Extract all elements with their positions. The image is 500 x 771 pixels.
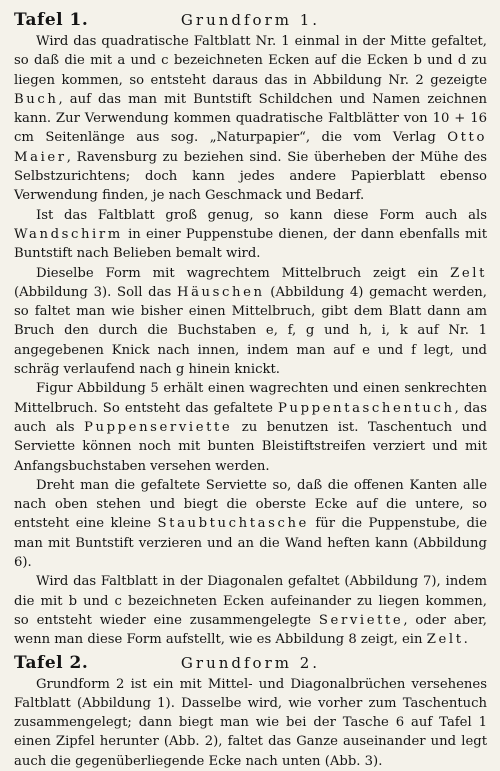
text-run: Grundform 2 ist ein mit Mittel- und Diagonalbrüchen versehenes Faltblatt (Abbildung 1). Dasselbe wird, wie vorher zum Taschentuch zusammengelegt; dann biegt man wie bei der Tasche 6 auf Tafel 1 einen Zipfel herunter (Abb. 2), faltet das Ganze auseinander und legt auch die gegenüberliegende Ecke nach unten (Abb. 3). [14,676,487,769]
paragraph [14,379,487,475]
text-run: Wird das Faltblatt in der Diagonalen gefaltet (Abbildung 7), indem die mit b und c bezeichneten Ecken aufeinander zu liegen kommen, so entsteht wieder eine zusammengelegte [14,574,487,628]
text-run: Dreht man die gefaltete Serviette so, daß die offenen Kanten alle nach oben stehen und biegt die oberste Ecke auf die untere, so entsteht eine kleine [14,477,487,532]
spaced-term: Zelt [426,632,464,648]
spaced-term: Otto Maier [14,130,487,165]
spaced-term: Buch [14,91,59,107]
text-run: Wird das quadratische Faltblatt Nr. 1 einmal in der Mitte gefaltet, so daß die mit a und c bezeichneten Ecken auf die Ecken b und d zu liegen kommen, so entsteht daraus das in Abbildung Nr. 2 gezeigte [14,34,487,88]
section-heading-tafel-2 [14,653,487,675]
spaced-term: Häuschen [176,284,265,300]
section-body-tafel-2 [14,675,487,771]
text-run: , oder aber, wenn man diese Form aufstellt, wie es Abbildung 8 zeigt, ein [14,612,487,648]
text-run: (Abbildung 3). Soll das [14,284,177,300]
text-run: in einer Puppenstube dienen, der dann ebenfalls mit Buntstift nach Belieben bemalt wird. [14,226,487,262]
paragraph [14,675,487,771]
section-heading-tafel-1 [14,10,487,32]
text-run: Figur Abbildung 5 erhält einen wagrechten und einen senkrechten Mittelbruch. So entsteht das gefaltete [14,381,487,416]
spaced-term: Puppentaschentuch [278,400,455,416]
paragraph [14,572,487,649]
spaced-term: Puppenserviette [84,419,233,435]
text-run: zu benutzen ist. Taschentuch und Serviette können noch mit bunten Bleistiftstreifen verziert und mit Anfangsbuchstaben versehen werden. [14,419,488,474]
spaced-term: Staubtuchtasche [157,516,309,532]
text-run: , das auch als [14,400,487,435]
text-run: Dieselbe Form mit wagrechtem Mittelbruch zeigt ein [36,265,451,281]
plate-label: Tafel 1. [14,10,89,30]
plate-label: Tafel 2. [14,652,89,673]
text-run: , Ravensburg zu beziehen sind. Sie überheben der Mühe des Selbstzurichtens; doch kann jedes andere Papierblatt ebenso Verwendung finden, je nach Geschmack und Bedarf. [14,149,487,204]
section-body-tafel-1 [14,32,487,650]
paragraph [14,32,487,206]
section-title: Grundform 2. [180,653,321,672]
text-run: Ist das Faltblatt groß genug, so kann diese Form auch als [36,207,487,223]
paragraph [14,206,487,264]
text-run: für die Puppenstube, die man mit Buntstift verzieren und an die Wand heften kann (Abbildung 6). [14,516,487,571]
spaced-term: Zelt [450,265,487,281]
section-title: Grundform 1. [180,11,321,29]
paragraph [14,264,487,380]
paragraph [14,476,487,572]
text-run: , auf das man mit Buntstift Schildchen und Namen zeichnen kann. Zur Verwendung kommen quadratische Faltblätter von 10 + 16 cm Seitenlänge aus sog. „Naturpapier“, die vom Verlag [14,91,487,146]
spaced-term: Serviette [318,612,404,628]
spaced-term: Wandschirm [14,226,123,242]
text-run: (Abbildung 4) gemacht werden, so faltet man wie bisher einen Mittelbruch, gibt dem Blatt dann am Bruch den durch die Buchstaben e, f, g und h, i, k auf Nr. 1 angegebenen Knick nach innen, indem man auf e und f legt, und schräg verlaufend nach g hinein knickt. [14,284,487,378]
text-run: . [463,632,468,648]
